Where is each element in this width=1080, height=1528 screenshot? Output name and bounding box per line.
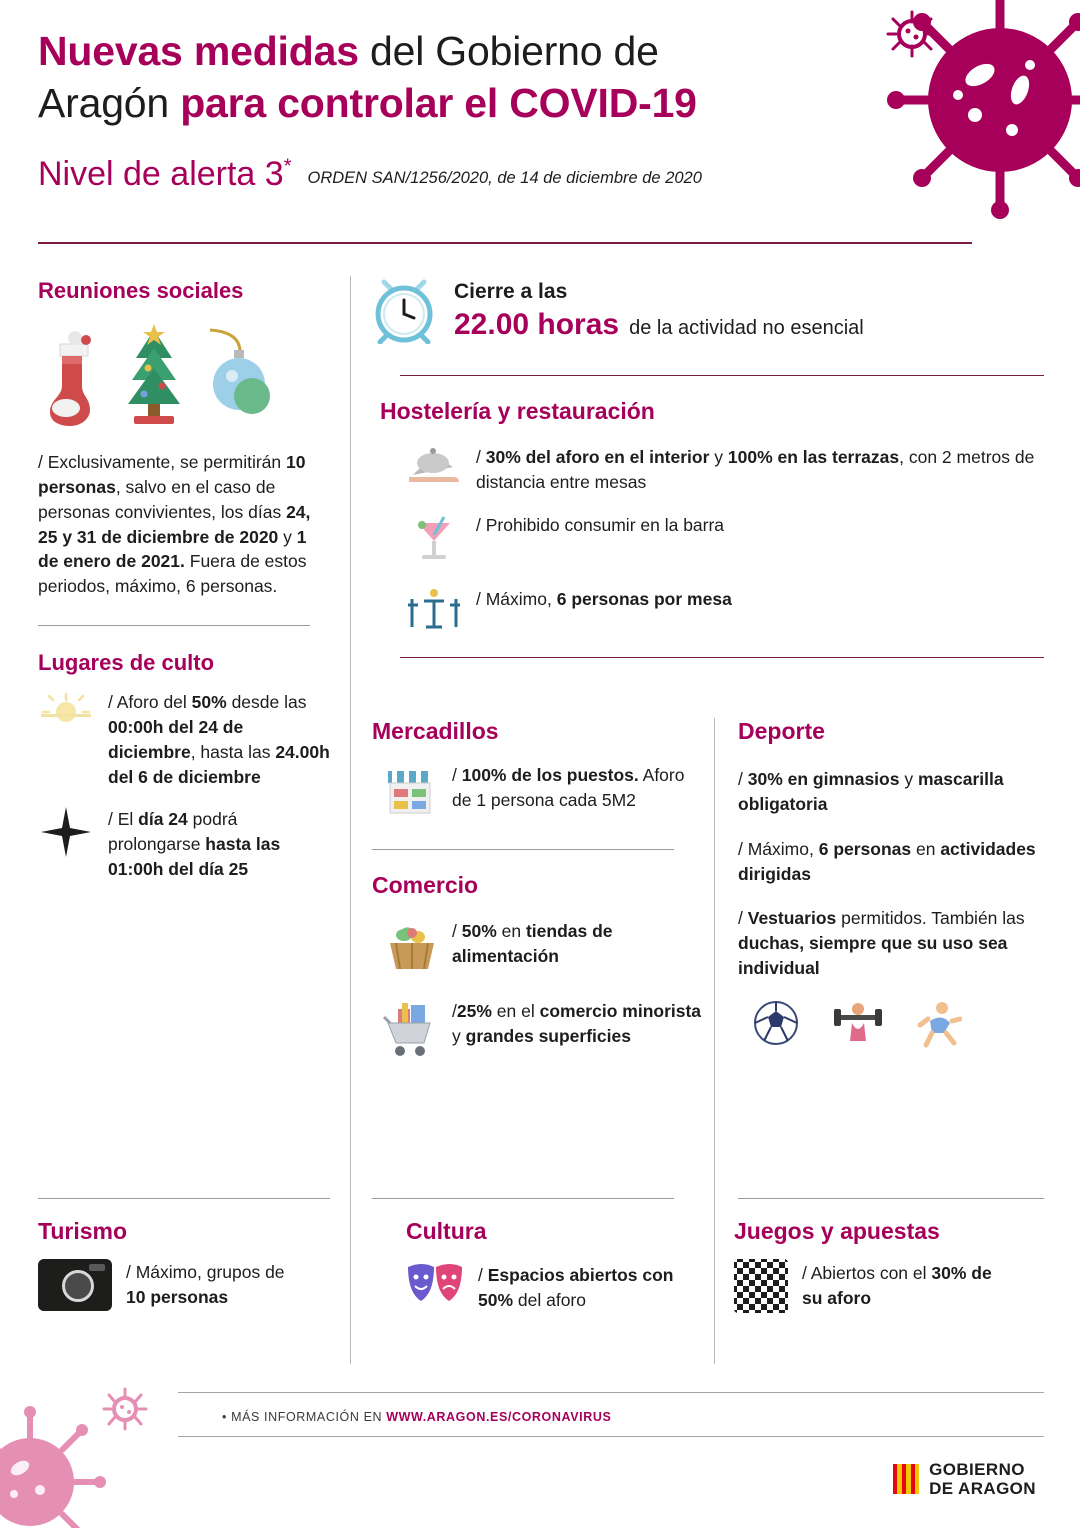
comercio-item-1 (372, 999, 706, 1065)
footer-divider-bottom (178, 1436, 1044, 1437)
divider-bottom-left (38, 1198, 330, 1199)
divider-bottom-right (738, 1198, 1044, 1199)
weightlifting-icon (832, 999, 884, 1047)
serving-tray-icon (406, 445, 462, 495)
hosteleria-item-0 (380, 445, 1044, 495)
hosteleria-item-2 (380, 587, 1044, 639)
section-title-mercadillos: Mercadillos (372, 718, 499, 744)
government-logo (893, 1460, 1036, 1498)
comercio-item-1-text: /25% en el comercio minorista y grandes superficies (452, 1001, 702, 1046)
title-part-4: para controlar el COVID-19 (180, 79, 697, 126)
juegos-item (734, 1259, 1022, 1313)
social-text-content: / Exclusivamente, se permitirán 10 personas, salvo en el caso de personas convivientes, los días 24, 25 y 31 de diciembre de 2020 y 1 de enero de 2021. Fuera de estos periodos, máximo, 6 personas. (38, 452, 311, 597)
christmas-icons (42, 318, 330, 428)
deporte-item-1: / Máximo, 6 personas en actividades dirigidas (738, 838, 1036, 884)
theatre-masks-icon (406, 1259, 464, 1317)
comercio-item-0 (372, 919, 706, 981)
government-logo-text (929, 1460, 1036, 1498)
divider-mercadillos-comercio (372, 849, 674, 850)
page-title (38, 26, 898, 129)
worship-item-0 (38, 690, 330, 789)
header (38, 26, 898, 194)
header-divider (38, 242, 972, 244)
footer-info (222, 1410, 611, 1424)
running-icon (916, 999, 962, 1049)
closing-hours: 22.00 horas (454, 307, 620, 341)
closing-label: Cierre a las (454, 279, 568, 303)
column-divider-left (350, 276, 351, 1364)
aragon-flag-icon (893, 1464, 919, 1494)
section-title-comercio: Comercio (372, 872, 479, 898)
order-reference: ORDEN SAN/1256/2020, de 14 de diciembre de 2020 (307, 169, 702, 188)
market-stall-icon (382, 763, 438, 825)
section-title-social: Reuniones sociales (38, 278, 244, 303)
virus-icon (102, 1386, 148, 1432)
right-column (738, 718, 1044, 1049)
subtitle-row (38, 155, 898, 194)
virus-icon (0, 1386, 124, 1528)
cultura-text: / Espacios abiertos con 50% del aforo (478, 1265, 674, 1310)
table-chairs-icon (406, 587, 462, 639)
divider-hosteleria-bottom (400, 657, 1044, 658)
section-title-juegos: Juegos y apuestas (734, 1218, 940, 1244)
turismo-section (38, 1218, 372, 1317)
footer-more-info-label: MÁS INFORMACIÓN EN (231, 1410, 387, 1424)
deporte-item-0: / 30% en gimnasios y mascarilla obligatoria (738, 769, 1004, 814)
hosteleria-item-1 (380, 513, 1044, 569)
virus-illustration-bottom-small (102, 1386, 148, 1432)
cultura-item (406, 1259, 688, 1317)
juegos-text: / Abiertos con el 30% de su aforo (802, 1263, 992, 1308)
left-column (38, 278, 330, 900)
hosteleria-item-1-text: / Prohibido consumir en la barra (476, 515, 725, 535)
mercadillos-item-0 (372, 763, 706, 825)
camera-icon (38, 1259, 112, 1311)
alert-level-text: Nivel de alerta 3 (38, 155, 284, 194)
cultura-section (372, 1218, 706, 1317)
sport-icons (752, 999, 1044, 1049)
middle-column (372, 718, 706, 1083)
footer-bullet: • (222, 1410, 227, 1424)
title-part-1: Nuevas medidas (38, 28, 359, 74)
gov-line-1: GOBIERNO (929, 1460, 1025, 1479)
alert-level (38, 155, 291, 194)
alert-level-asterisk: * (283, 155, 292, 178)
juegos-section (706, 1218, 1040, 1317)
hosteleria-item-2-text: / Máximo, 6 personas por mesa (476, 589, 732, 609)
gov-line-2: DE ARAGON (929, 1479, 1036, 1499)
footer-url[interactable]: WWW.ARAGON.ES/CORONAVIRUS (386, 1410, 612, 1424)
closing-tail: de la actividad no esencial (629, 316, 864, 339)
social-text (38, 450, 330, 599)
shopping-basket-icon (382, 919, 438, 981)
closing-section (372, 272, 1044, 658)
christmas-bauble-icon (204, 324, 274, 428)
section-title-deporte: Deporte (738, 718, 825, 744)
section-title-cultura: Cultura (406, 1218, 487, 1244)
comercio-item-0-text: / 50% en tiendas de alimentación (452, 921, 613, 966)
dice-icon (734, 1259, 788, 1313)
divider-bottom-mid (372, 1198, 674, 1199)
worship-item-1-text: / El día 24 podrá prolongarse hasta las 01:00h del día 25 (108, 809, 281, 880)
shopping-cart-icon (382, 999, 438, 1065)
divider-closing-hosteleria (400, 375, 1044, 376)
footer-divider-top (178, 1392, 1044, 1393)
section-title-turismo: Turismo (38, 1218, 128, 1244)
christmas-stocking-icon (42, 328, 104, 428)
christmas-tree-icon (118, 324, 190, 428)
title-part-3: Aragón (38, 79, 181, 126)
sunrise-icon (38, 690, 94, 730)
title-part-2: del Gobierno de (358, 28, 659, 74)
cocktail-icon (406, 513, 462, 569)
turismo-item (38, 1259, 354, 1311)
section-title-hosteleria: Hostelería y restauración (380, 398, 655, 424)
section-title-worship: Lugares de culto (38, 650, 215, 676)
worship-item-0-text: / Aforo del 50% desde las 00:00h del 24 de diciembre, hasta las 24.00h del 6 de diciembre (108, 692, 330, 787)
soccer-ball-icon (752, 999, 800, 1047)
virus-illustration-bottom-left (0, 1386, 124, 1528)
deporte-item-2: / Vestuarios permitidos. También las duchas, siempre que su uso sea individual (738, 908, 1025, 979)
hosteleria-item-0-text: / 30% del aforo en el interior y 100% en las terrazas, con 2 metros de distancia entre mesas (476, 447, 1035, 492)
turismo-text: / Máximo, grupos de 10 personas (126, 1262, 285, 1307)
alarm-clock-icon (372, 272, 436, 349)
closing-row (372, 272, 1044, 349)
mercadillos-item-0-text: / 100% de los puestos. Aforo de 1 persona cada 5M2 (452, 765, 685, 810)
star-icon (38, 807, 94, 863)
bottom-row (38, 1218, 1044, 1317)
worship-item-1 (38, 807, 330, 882)
divider-social-worship (38, 625, 310, 626)
